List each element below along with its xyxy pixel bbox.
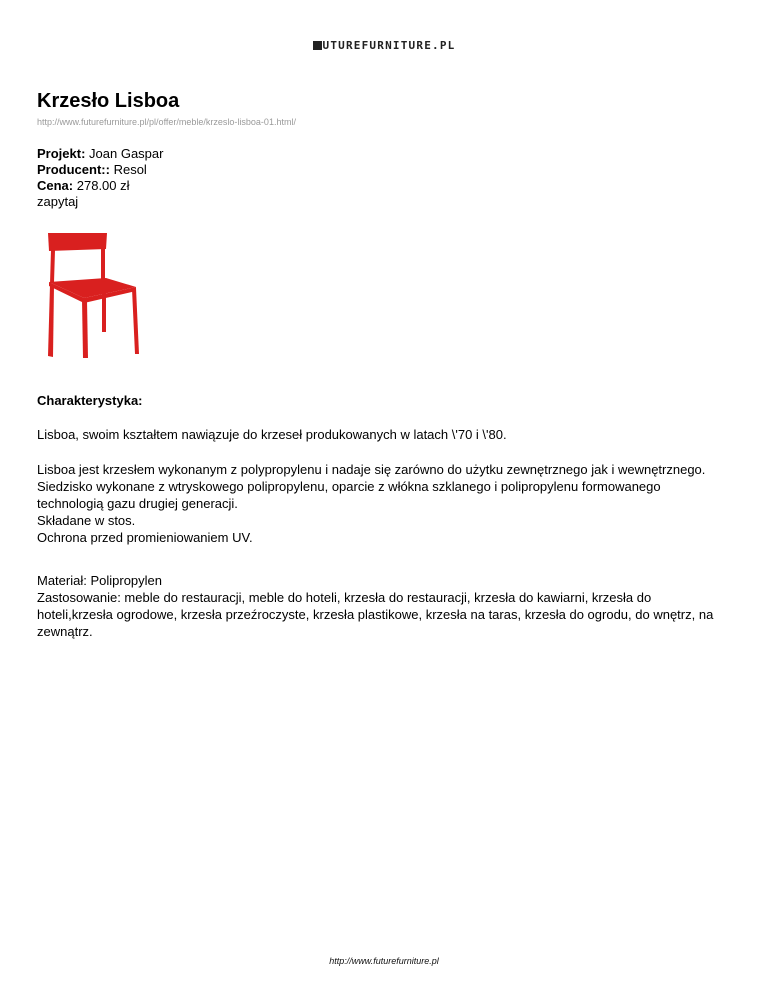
price-label: Cena: — [37, 178, 74, 193]
producer-value: Resol — [113, 162, 147, 177]
product-title: Krzesło Lisboa — [37, 90, 180, 112]
footer-url[interactable]: http://www.futurefurniture.pl — [329, 956, 439, 966]
description-details — [37, 461, 717, 546]
design-row — [37, 146, 163, 162]
chair-icon — [48, 233, 139, 358]
site-logo — [0, 39, 768, 52]
product-image — [44, 230, 154, 360]
product-url[interactable]: http://www.futurefurniture.pl/pl/offer/meble/krzeslo-lisboa-01.html/ — [37, 117, 296, 127]
detail-line: Ochrona przed promieniowaniem UV. — [37, 530, 253, 545]
ask-link[interactable]: zapytaj — [37, 194, 79, 209]
material-usage — [37, 572, 717, 640]
producer-label: Producent:: — [37, 162, 110, 177]
price-value: 278.00 zł — [76, 178, 130, 193]
detail-line: Siedzisko wykonane z wtryskowego polipropylenu, oparcie z włókna szklanego i polipropylenu formowanego technologią gazu drugiej generacji. — [37, 479, 661, 511]
logo-mark-icon — [313, 41, 322, 50]
product-meta — [37, 146, 163, 210]
logo-text: UTUREFURNITURE.PL — [322, 39, 456, 52]
usage-line: Zastosowanie: meble do restauracji, meble do hoteli, krzesła do restauracji, krzesła do kawiarni, krzesła do hoteli,krzesła ogrodowe, krzesła przeźroczyste, krzesła plastikowe, krzesła na taras, krzesła do ogrodu, do wnętrz, na zewnątrz. — [37, 590, 714, 639]
price-row — [37, 178, 163, 194]
design-value: Joan Gaspar — [89, 146, 164, 161]
material-line: Materiał: Polipropylen — [37, 573, 163, 588]
detail-line: Składane w stos. — [37, 513, 136, 528]
description-intro: Lisboa, swoim kształtem nawiązuje do krzeseł produkowanych w latach \'70 i \'80. — [37, 427, 507, 442]
detail-line: Lisboa jest krzesłem wykonanym z polypropylenu i nadaje się zarówno do użytku zewnętrznego jak i wewnętrznego. — [37, 462, 706, 477]
producer-row — [37, 162, 163, 178]
design-label: Projekt: — [37, 146, 86, 161]
features-heading: Charakterystyka: — [37, 393, 143, 408]
